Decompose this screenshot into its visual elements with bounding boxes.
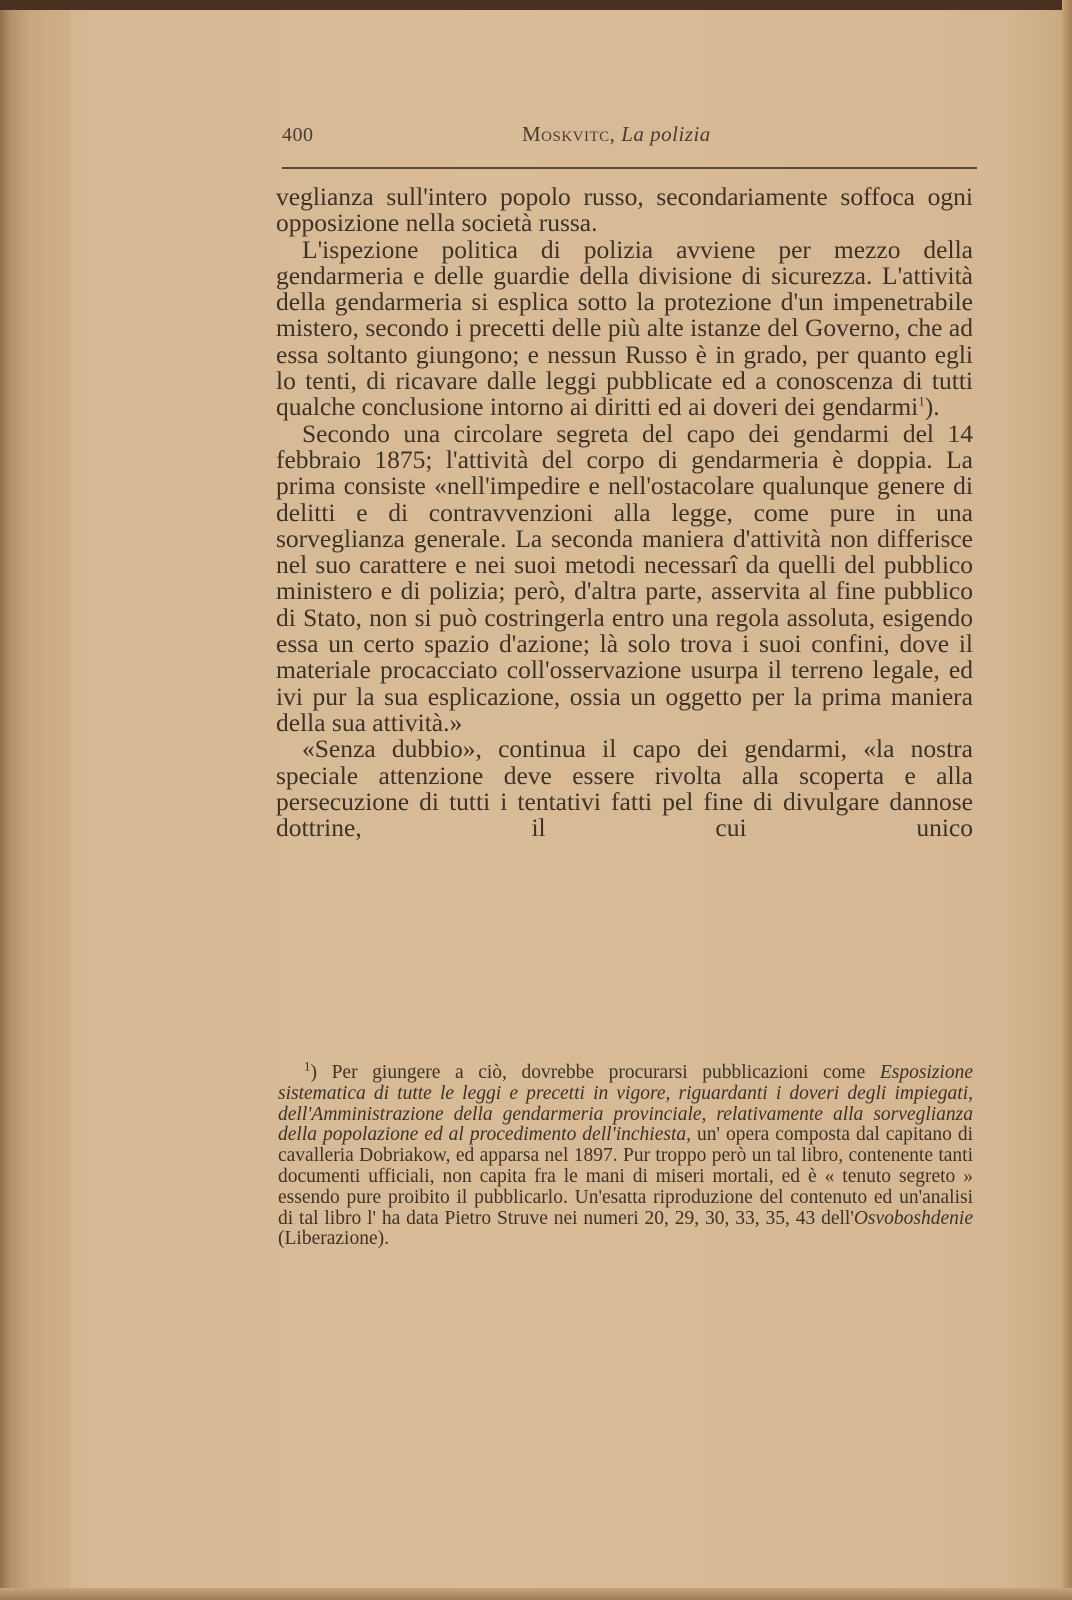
footnotes: [278, 1058, 973, 1250]
paragraph-2-end: ).: [924, 392, 940, 422]
footnote-text-b: un' opera composta dal capitano di cavalleria Dobriakow, ed apparsa nel 1897. Pur troppo però un tal libro, contenente tanti documenti ufficiali, non capita fra le mani di miseri mortali, ed è « tenuto segreto » essendo pure proibito il pubblicarlo. Un'esatta riproduzione del contenuto ed un'analisi di tal libro l' ha data Pietro Struve nei numeri 20, 29, 30, 33, 35, 43 dell': [278, 1124, 973, 1229]
footnote-italic-title: Esposizione sistematica di tutte le leggi e precetti in vigore, riguardanti i doveri degli impiegati, dell'Amministrazione della gendarmeria provinciale, relativamente alla sorveglianza della popolazione ed al procedimento dell'inchiesta,: [278, 1062, 973, 1146]
footnote-text-a: ) Per giungere a ciò, dovrebbe procurarsi pubblicazioni come: [310, 1062, 880, 1083]
paragraph-2-text: L'ispezione politica di polizia avviene per mezzo della gendarmeria e delle guardie della divisione di sicurezza. L'attività della gendarmeria si esplica sotto la protezione d'un impenetrabile mistero, secondo i precetti delle più alte istanze del Governo, che ad essa soltanto giungono; e nessun Russo è in grado, per quanto egli lo tenti, di ricavare dalle leggi pubblicate ed a conoscenza di tutti qualche conclusione intorno ai diritti ed ai doveri dei gendarmi: [276, 234, 973, 422]
running-head-author: Moskvitc,: [522, 122, 616, 146]
header-rule: [282, 167, 977, 169]
footnote-reference: 1: [918, 393, 925, 409]
paragraph-2: [276, 234, 973, 422]
bottom-page-edge: [0, 1588, 1072, 1600]
running-head-title: La polizia: [621, 122, 711, 146]
paragraph-1: veglianza sull'intero popolo russo, secondariamente soffoca ogni opposizione nella società russa.: [276, 182, 973, 238]
footnote-italic-journal: Osvoboshdenie: [853, 1207, 973, 1229]
page-number: 400: [282, 124, 314, 146]
footnote-1: [278, 1058, 973, 1250]
running-head: [522, 122, 711, 147]
footnote-mark: 1: [304, 1058, 311, 1074]
book-binding-edge: [0, 0, 70, 1600]
paragraph-4: «Senza dubbio», continua il capo dei gendarmi, «la nostra speciale attenzione deve essere rivolta alla scoperta e alla persecuzione di tutti i tentativi fatti pel fine di divulgare dannose dottrine, il cui unico: [276, 734, 973, 843]
paragraph-3: Secondo una circolare segreta del capo dei gendarmi del 14 febbraio 1875; l'attività del corpo di gendarmeria è doppia. La prima consiste «nell'impedire e nell'ostacolare qualunque genere di delitti e di contravvenzioni alla legge, come pure in una sorveglianza generale. La seconda maniera d'attività non differisce nel suo carattere e nei suoi metodi necessarî da quelli del pubblico ministero e di polizia; però, d'altra parte, asservita al fine pubblico di Stato, non si può costringerla entro una regola assoluta, esigendo essa un certo spazio d'azione; là solo trova i suoi confini, dove il materiale procacciato coll'osservazione usurpa il terreno legale, ed ivi pur la sua esplicazione, ossia un oggetto per la prima maniera della sua attività.»: [276, 418, 973, 737]
top-page-edge: [0, 0, 1072, 10]
running-header: [282, 120, 977, 150]
right-page-edge: [1062, 0, 1072, 1600]
main-text: [276, 184, 973, 841]
footnote-text-c: (Liberazione).: [278, 1228, 389, 1250]
